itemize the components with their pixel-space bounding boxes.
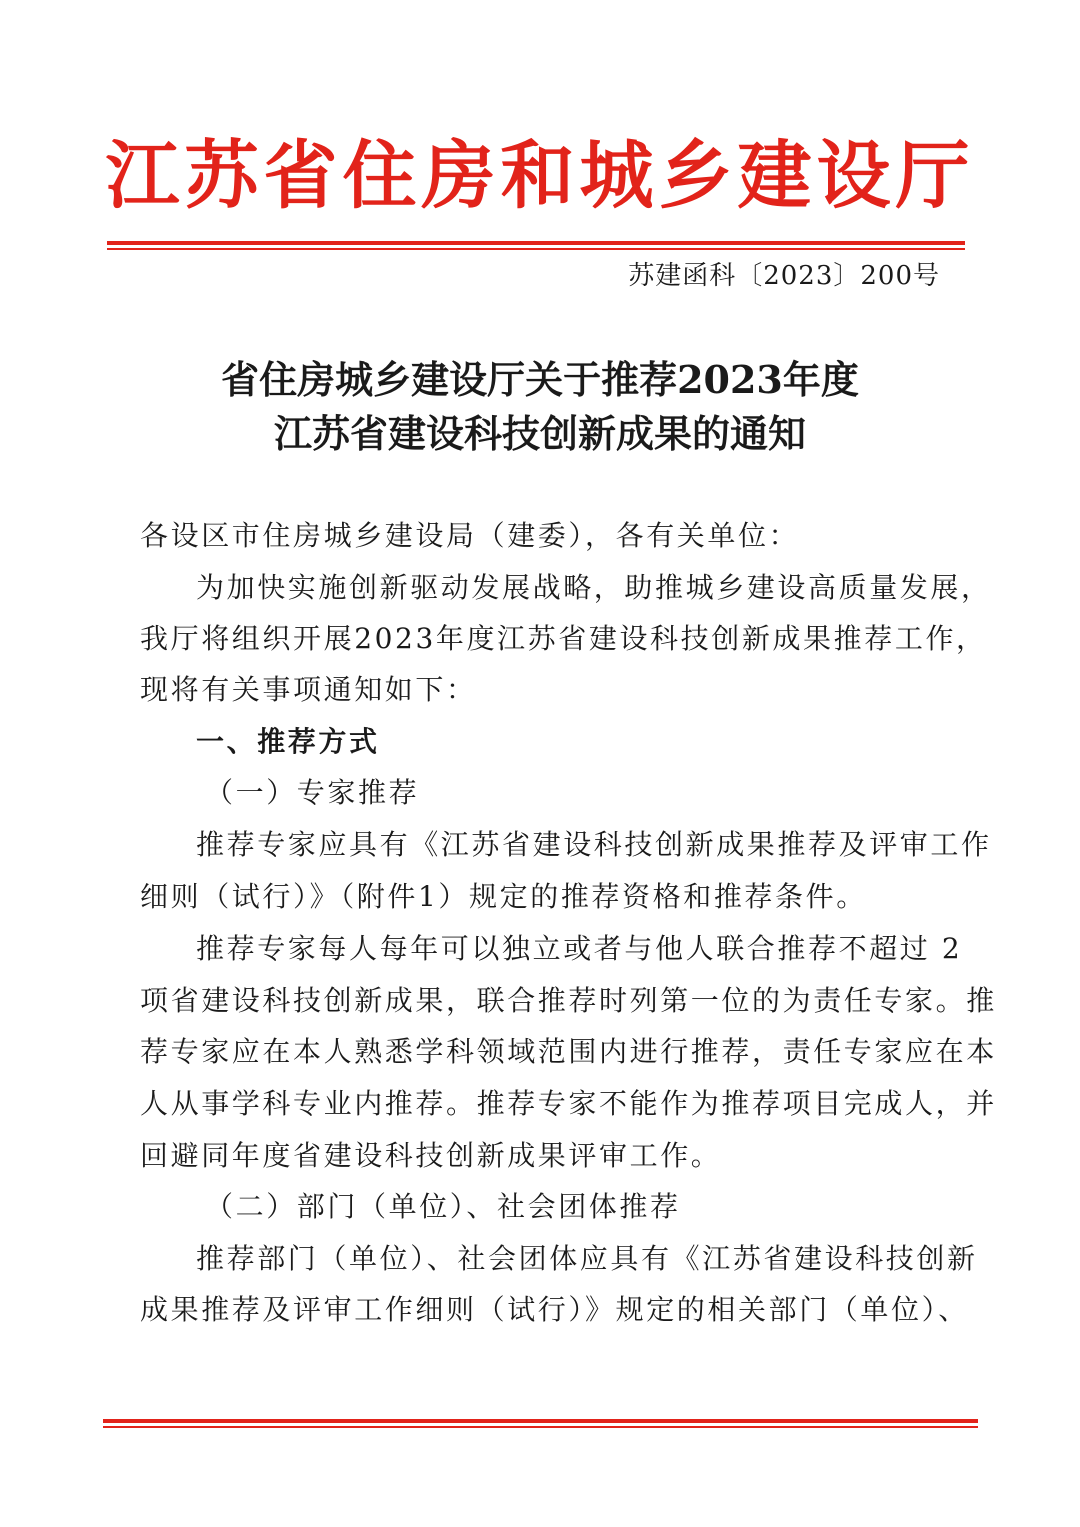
sub1-para2-line-3: 荐专家应在本人熟悉学科领域范围内进行推荐，责任专家应在本	[140, 1035, 997, 1068]
document-title-line-2: 江苏省建设科技创新成果的通知	[273, 411, 806, 456]
header-rule-thick	[107, 241, 965, 245]
sub1-para2-line-5: 回避同年度省建设科技创新成果评审工作。	[140, 1139, 722, 1172]
intro-line-2: 我厅将组织开展2023年度江苏省建设科技创新成果推荐工作，	[140, 622, 987, 655]
section-heading-1: 一、推荐方式	[196, 725, 380, 758]
subsection-heading-1: （一）专家推荐	[205, 776, 420, 809]
header-rule-thin	[107, 248, 965, 250]
document-number: 苏建函科〔2023〕200号	[628, 261, 940, 291]
footer-rule-thick	[103, 1419, 978, 1423]
sub1-para2-line-1: 推荐专家每人每年可以独立或者与他人联合推荐不超过 2	[196, 932, 963, 965]
intro-line-3: 现将有关事项通知如下：	[140, 673, 477, 706]
org-masthead: 江苏省住房和城乡建设厅	[105, 133, 975, 219]
sub1-para1-line-2: 细则（试行）》（附件1）规定的推荐资格和推荐条件。	[140, 880, 867, 913]
salutation: 各设区市住房城乡建设局（建委），各有关单位：	[140, 519, 800, 552]
footer-rule-thin	[103, 1426, 978, 1428]
document-title-line-1: 省住房城乡建设厅关于推荐2023年度	[221, 357, 859, 402]
sub2-para1-line-1: 推荐部门（单位）、社会团体应具有《江苏省建设科技创新	[196, 1242, 978, 1275]
sub1-para2-line-2: 项省建设科技创新成果，联合推荐时列第一位的为责任专家。推	[140, 984, 997, 1017]
intro-line-1: 为加快实施创新驱动发展战略，助推城乡建设高质量发展，	[196, 571, 992, 604]
sub2-para1-line-2: 成果推荐及评审工作细则（试行）》规定的相关部门（单位）、	[140, 1293, 969, 1326]
sub1-para2-line-4: 人从事学科专业内推荐。推荐专家不能作为推荐项目完成人，并	[140, 1087, 997, 1120]
sub1-para1-line-1: 推荐专家应具有《江苏省建设科技创新成果推荐及评审工作	[196, 828, 992, 861]
subsection-heading-2: （二）部门（单位）、社会团体推荐	[205, 1190, 681, 1223]
